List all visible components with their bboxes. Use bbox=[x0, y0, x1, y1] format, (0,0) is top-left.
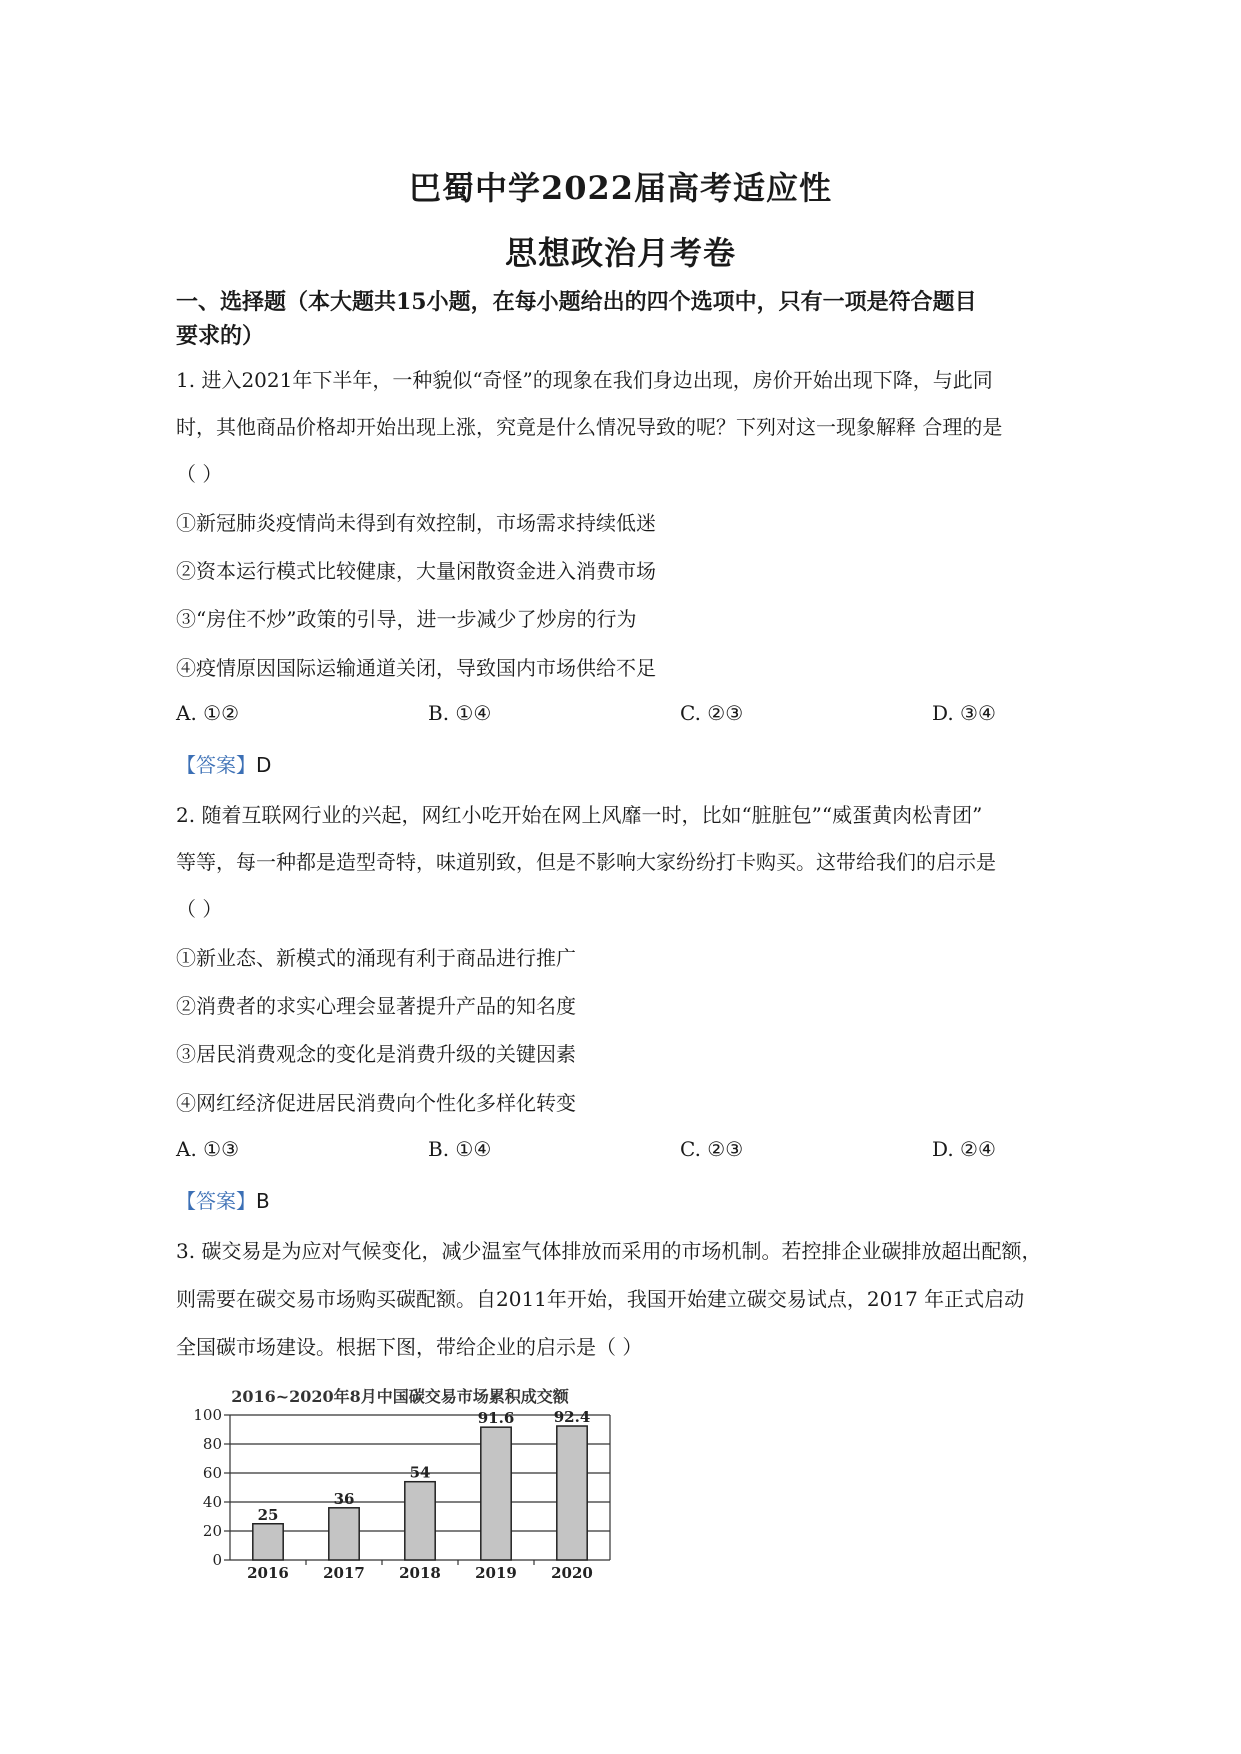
statement: ③居民消费观念的变化是消费升级的关键因素 bbox=[176, 1042, 576, 1066]
answer-tag: 【答案】 bbox=[176, 753, 256, 777]
option-c: C. ②③ bbox=[680, 701, 744, 725]
question-text-line: 等等，每一种都是造型奇特，味道别致，但是不影响大家纷纷打卡购买。这带给我们的启示是 bbox=[176, 850, 996, 874]
question-text-line: 3. 碳交易是为应对气候变化，减少温室气体排放而采用的市场机制。若控排企业碳排放超出配额， bbox=[176, 1239, 1042, 1263]
section-heading-line2: 要求的） bbox=[176, 323, 265, 349]
bar-2019 bbox=[481, 1427, 511, 1560]
page-title: 巴蜀中学2022届高考适应性 bbox=[408, 169, 833, 207]
statement: ①新冠肺炎疫情尚未得到有效控制，市场需求持续低迷 bbox=[176, 511, 656, 535]
bar-chart bbox=[180, 1378, 620, 1583]
bar-value-label: 25 bbox=[257, 1505, 279, 1524]
question-paren: （ ） bbox=[176, 462, 223, 486]
statement: ①新业态、新模式的涌现有利于商品进行推广 bbox=[176, 946, 576, 970]
chart-title: 2016~2020年8月中国碳交易市场累积成交额 bbox=[231, 1387, 569, 1406]
statement: ②消费者的求实心理会显著提升产品的知名度 bbox=[176, 994, 576, 1018]
question-text-line: 时，其他商品价格却开始出现上涨，究竟是什么情况导致的呢？下列对这一现象解释 合理的是 bbox=[176, 415, 1003, 439]
question-text-line: 则需要在碳交易市场购买碳配额。自2011年开始，我国开始建立碳交易试点，2017 年正式启动 bbox=[176, 1287, 1025, 1311]
y-tick-label: 0 bbox=[212, 1551, 222, 1569]
x-tick-label: 2019 bbox=[475, 1564, 517, 1582]
option-a: A. ①③ bbox=[176, 1137, 240, 1161]
question-text-line: 全国碳市场建设。根据下图，带给企业的启示是（ ） bbox=[176, 1335, 643, 1359]
answer-tag: 【答案】 bbox=[176, 1189, 256, 1213]
y-tick-label: 40 bbox=[202, 1493, 222, 1511]
question-paren: （ ） bbox=[176, 897, 223, 921]
section-heading-line1: 一、选择题（本大题共15小题，在每小题给出的四个选项中，只有一项是符合题目 bbox=[176, 289, 977, 315]
question-text-line: 2. 随着互联网行业的兴起，网红小吃开始在网上风靡一时，比如“脏脏包”“威蛋黄肉松青团” bbox=[176, 803, 983, 827]
option-c: C. ②③ bbox=[680, 1137, 744, 1161]
bar-value-label: 92.4 bbox=[553, 1408, 591, 1427]
answer-line bbox=[176, 1185, 270, 1214]
question-text-line: 1. 进入2021年下半年，一种貌似“奇怪”的现象在我们身边出现，房价开始出现下降，与此同 bbox=[176, 368, 993, 392]
page-subtitle: 思想政治月考卷 bbox=[504, 234, 736, 272]
statement: ④疫情原因国际运输通道关闭，导致国内市场供给不足 bbox=[176, 656, 656, 680]
answer-line bbox=[176, 749, 271, 778]
option-b: B. ①④ bbox=[428, 1137, 492, 1161]
option-b: B. ①④ bbox=[428, 701, 492, 725]
y-tick-label: 100 bbox=[193, 1406, 222, 1424]
bar-value-label: 54 bbox=[409, 1463, 431, 1482]
y-tick-label: 20 bbox=[202, 1522, 222, 1540]
statement: ②资本运行模式比较健康，大量闲散资金进入消费市场 bbox=[176, 559, 656, 583]
option-a: A. ①② bbox=[176, 701, 240, 725]
y-tick-label: 60 bbox=[202, 1464, 222, 1482]
x-tick-label: 2018 bbox=[399, 1564, 441, 1582]
bar-value-label: 36 bbox=[333, 1489, 355, 1508]
answer-value: B bbox=[256, 1189, 270, 1213]
y-tick-label: 80 bbox=[202, 1435, 222, 1453]
statement: ③“房住不炒”政策的引导，进一步减少了炒房的行为 bbox=[176, 607, 637, 631]
statement: ④网红经济促进居民消费向个性化多样化转变 bbox=[176, 1091, 576, 1115]
bar-2018 bbox=[405, 1482, 435, 1560]
option-d: D. ③④ bbox=[932, 701, 996, 725]
option-d: D. ②④ bbox=[932, 1137, 996, 1161]
x-tick-label: 2020 bbox=[551, 1564, 593, 1582]
bar-2016 bbox=[253, 1524, 283, 1560]
x-tick-label: 2016 bbox=[247, 1564, 289, 1582]
x-tick-label: 2017 bbox=[323, 1564, 365, 1582]
bar-2017 bbox=[329, 1508, 359, 1560]
bar-2020 bbox=[557, 1426, 587, 1560]
bar-value-label: 91.6 bbox=[477, 1409, 515, 1428]
answer-value: D bbox=[256, 753, 272, 777]
